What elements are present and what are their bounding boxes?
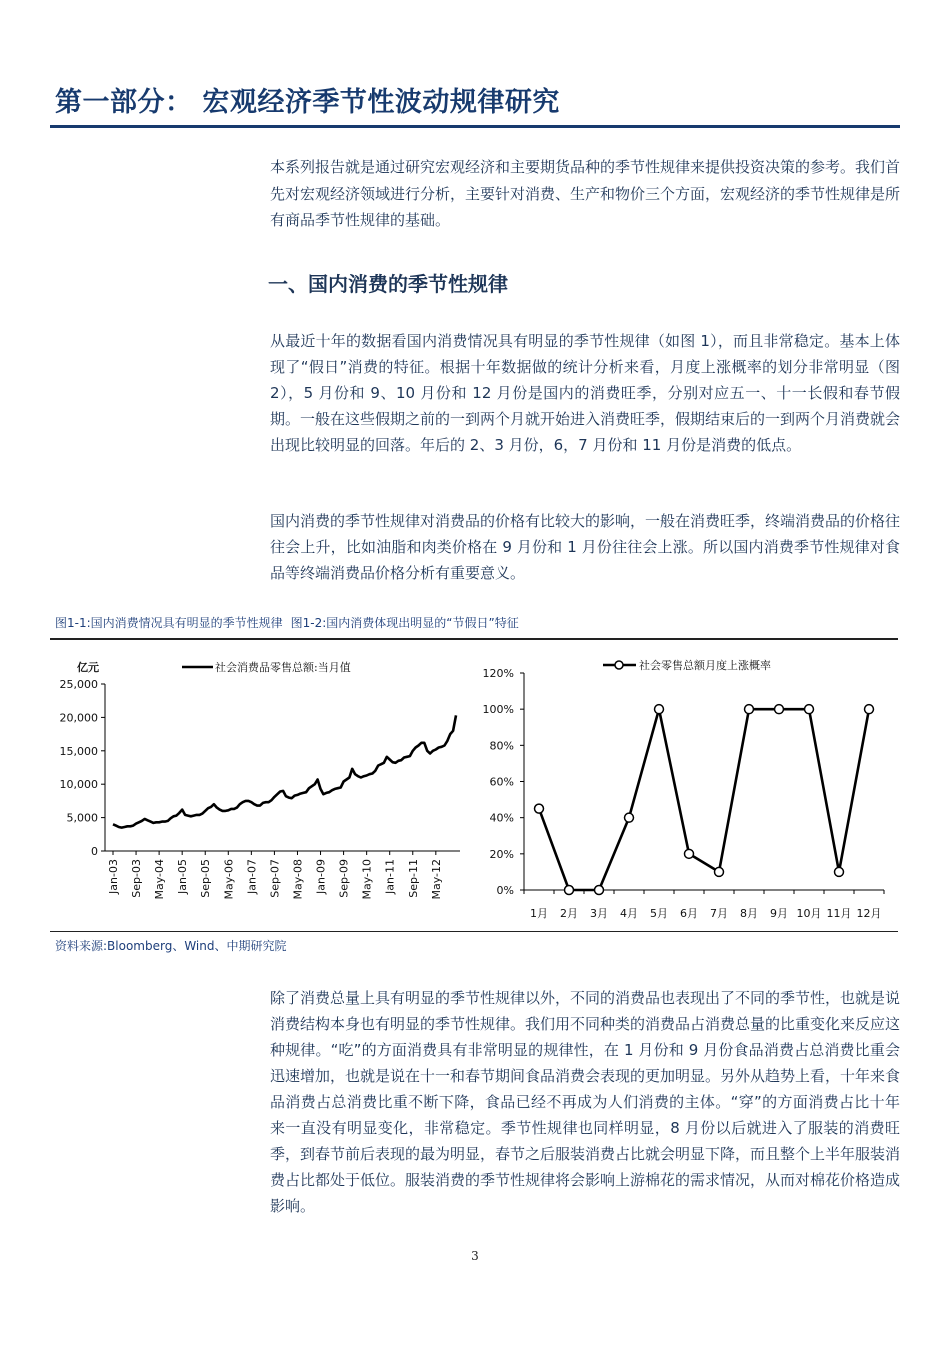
chart2-x-tick-label: 1月 bbox=[530, 907, 548, 920]
chart2-x-tick-label: 6月 bbox=[680, 907, 698, 920]
chart2-data-point bbox=[565, 886, 574, 895]
chart1-y-tick-label: 10,000 bbox=[59, 778, 98, 792]
page-number: 3 bbox=[471, 1249, 479, 1263]
subheading-domestic-consumption: 一、国内消费的季节性规律 bbox=[268, 272, 508, 296]
body-paragraph-3: 除了消费总量上具有明显的季节性规律以外，不同的消费品也表现出了不同的季节性，也就是说消费结构本身也有明显的季节性规律。我们用不同种类的消费品占消费总量的比重变化来反应这种规律。“吃”的方面消费具有非常明显的规律性，在 1 月份和 9 月份食品消费占总消费比重会迅速增加，也就是说在十一和春节期间食品消费会表现的更加明显。另外从趋势上看，十年来食品消费占总消费比重不断下降，食品已经不再成为人们消费的主体。“穿”的方面消费占比十年来一直没有明显变化，非常稳定。季节性规律也同样明显，8 月份以后就进入了服装的消费旺季，到春节前后表现的最为明显，春节之后服装消费占比就会明显下降，而且整个上半年服装消费占比都处于低位。服装消费的季节性规律将会影响上游棉花的需求情况，从而对棉花价格造成影响。 bbox=[270, 989, 901, 1215]
figure-captions bbox=[55, 614, 527, 631]
chart2-data-point bbox=[625, 813, 634, 822]
chart1-y-tick-label: 15,000 bbox=[59, 744, 98, 758]
retail-sales-chart bbox=[55, 650, 475, 930]
chart2-x-tick-label: 7月 bbox=[710, 907, 728, 920]
source-note: 资料来源:Bloomberg、Wind、中期研究院 bbox=[55, 939, 287, 953]
body-paragraph-2: 国内消费的季节性规律对消费品的价格有比较大的影响，一般在消费旺季，终端消费品的价格往往会上升，比如油脂和肉类价格在 9 月份和 1 月份往往会上涨。所以国内消费季节性规律对食品等终端消费品价格分析有重要意义。 bbox=[270, 512, 901, 582]
chart1-x-tick-label: May-08 bbox=[291, 859, 305, 900]
chart2-y-tick-label: 40% bbox=[489, 811, 514, 825]
chart2-data-point bbox=[685, 849, 694, 858]
chart2-data-point bbox=[835, 867, 844, 876]
chart2-x-tick-label: 11月 bbox=[826, 907, 852, 920]
chart2-data-point bbox=[595, 886, 604, 895]
rise-probability-chart bbox=[478, 650, 898, 930]
figure-top-rule bbox=[50, 638, 898, 640]
chart2-data-point bbox=[865, 705, 874, 714]
chart2-data-point bbox=[715, 867, 724, 876]
chart2-data-point bbox=[655, 705, 664, 714]
chart1-y-tick-label: 25,000 bbox=[59, 678, 98, 691]
chart2-y-tick-label: 20% bbox=[489, 847, 514, 861]
chart1-x-tick-label: Jan-05 bbox=[176, 859, 190, 894]
chart1-x-tick-label: Sep-05 bbox=[199, 859, 213, 898]
chart1-x-tick-label: Sep-07 bbox=[268, 859, 282, 898]
chart1-x-tick-label: May-10 bbox=[360, 859, 374, 900]
figure-bottom-rule bbox=[50, 931, 898, 932]
chart2-x-tick-label: 12月 bbox=[856, 907, 882, 920]
chart2-y-tick-label: 60% bbox=[489, 775, 514, 789]
chart1-series-line bbox=[113, 715, 456, 827]
section-title: 第一部分： 宏观经济季节性波动规律研究 bbox=[55, 87, 560, 118]
chart2-y-tick-label: 0% bbox=[496, 884, 514, 897]
chart1-y-tick-label: 20,000 bbox=[59, 711, 98, 725]
figure-caption-2: 图1-2:国内消费体现出明显的“节假日”特征 bbox=[290, 616, 519, 630]
chart1-y-tick-label: 0 bbox=[91, 845, 98, 858]
chart1-x-tick-label: Jan-09 bbox=[314, 859, 328, 894]
chart1-unit-label: 亿元 bbox=[77, 661, 99, 674]
chart1-legend-label: 社会消费品零售总额:当月值 bbox=[215, 661, 351, 674]
chart2-y-tick-label: 100% bbox=[482, 703, 514, 717]
chart2-legend-marker bbox=[615, 661, 623, 669]
chart2-data-point bbox=[745, 705, 754, 714]
chart1-x-tick-label: Sep-03 bbox=[130, 859, 144, 898]
chart1-x-tick-label: May-06 bbox=[222, 859, 236, 900]
chart1-x-tick-label: Sep-09 bbox=[337, 859, 351, 898]
figure-caption-1: 图1-1:国内消费情况具有明显的季节性规律 bbox=[55, 616, 283, 630]
chart2-x-tick-label: 3月 bbox=[590, 907, 608, 920]
chart1-x-tick-label: Jan-11 bbox=[383, 859, 397, 894]
chart2-data-point bbox=[775, 705, 784, 714]
chart1-x-tick-label: May-12 bbox=[429, 859, 443, 900]
chart1-y-tick-label: 5,000 bbox=[66, 811, 98, 825]
chart2-data-point bbox=[535, 804, 544, 813]
chart2-x-tick-label: 5月 bbox=[650, 907, 668, 920]
chart2-x-tick-label: 9月 bbox=[770, 907, 788, 920]
title-rule bbox=[50, 125, 900, 128]
intro-paragraph: 本系列报告就是通过研究宏观经济和主要期货品种的季节性规律来提供投资决策的参考。我们首先对宏观经济领域进行分析，主要针对消费、生产和物价三个方面，宏观经济的季节性规律是所有商品季节性规律的基础。 bbox=[270, 158, 901, 229]
chart2-y-tick-label: 120% bbox=[482, 667, 514, 680]
chart2-x-tick-label: 8月 bbox=[740, 907, 758, 920]
chart2-legend-label: 社会零售总额月度上涨概率 bbox=[639, 659, 771, 672]
chart1-x-tick-label: Sep-11 bbox=[406, 859, 420, 898]
chart1-x-tick-label: Jan-07 bbox=[245, 859, 259, 894]
chart2-x-tick-label: 4月 bbox=[620, 907, 638, 920]
chart2-x-tick-label: 2月 bbox=[560, 907, 578, 920]
chart2-data-point bbox=[805, 705, 814, 714]
chart2-series-line bbox=[539, 709, 869, 890]
chart1-x-tick-label: Jan-03 bbox=[107, 859, 120, 894]
chart1-x-tick-label: May-04 bbox=[153, 859, 167, 900]
body-paragraph-1: 从最近十年的数据看国内消费情况具有明显的季节性规律（如图 1），而且非常稳定。基本上体现了“假日”消费的特征。根据十年数据做的统计分析来看，月度上涨概率的划分非常明显（图 2），5 月份和 9、10 月份和 12 月份是国内的消费旺季，分别对应五一、十一长假和春节假期。一般在这些假期之前的一到两个月就开始进入消费旺季，假期结束后的一到两个月消费就会出现比较明显的回落。年后的 2、3 月份，6，7 月份和 11 月份是消费的低点。 bbox=[270, 332, 901, 454]
chart2-x-tick-label: 10月 bbox=[796, 907, 822, 920]
chart2-y-tick-label: 80% bbox=[489, 739, 514, 753]
